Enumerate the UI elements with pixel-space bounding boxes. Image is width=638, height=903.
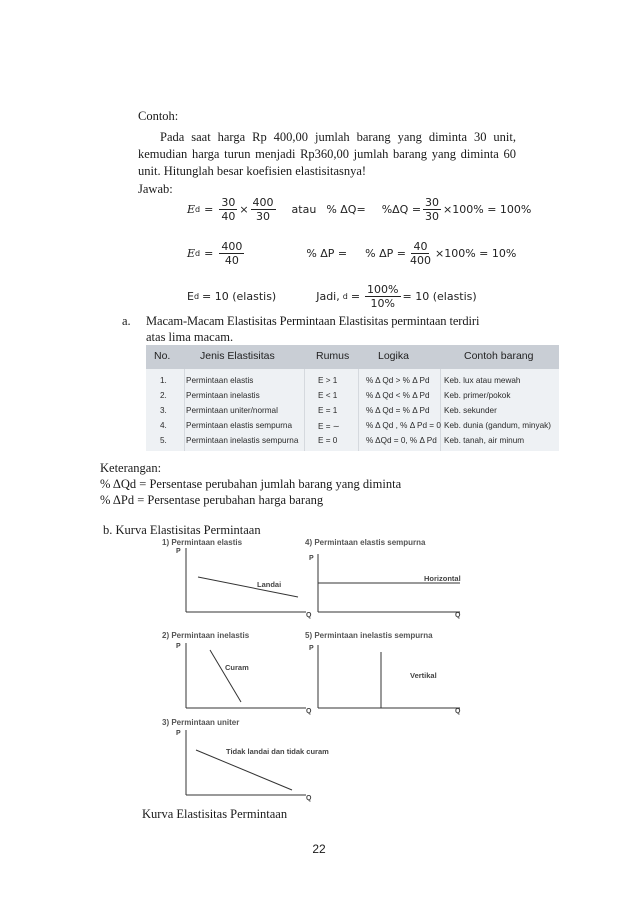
eq-sign: = <box>204 203 214 216</box>
axis-p: P <box>309 555 314 562</box>
frac-num: 40 <box>413 240 428 253</box>
cell-jenis: Permintaan inelastis <box>186 391 260 400</box>
pct-dp-rhs: ×100% = 10% <box>434 247 517 260</box>
section-a-line1: Macam-Macam Elastisitas Permintaan Elastisitas permintaan terdiri <box>146 314 480 328</box>
cell-contoh: Keb. dunia (gandum, minyak) <box>444 421 551 430</box>
axis-p: P <box>176 643 181 650</box>
frac-den: 30 <box>256 210 271 223</box>
header-contoh: Contoh barang <box>464 350 534 362</box>
cell-logika: % Δ Qd = % Δ Pd <box>366 406 430 415</box>
cell-logika: % Δ Qd > % Δ Pd <box>366 376 430 385</box>
cell-jenis: Permintaan elastis <box>186 376 254 385</box>
cell-contoh: Keb. sekunder <box>444 406 497 415</box>
graph3-label: Tidak landai dan tidak curam <box>226 747 329 756</box>
cell-rumus: E = 1 <box>318 406 338 415</box>
axis-p: P <box>176 548 181 555</box>
section-b-title: b. Kurva Elastisitas Permintaan <box>103 523 261 537</box>
graph5-label: Vertikal <box>410 671 437 680</box>
cell-no: 2. <box>160 391 167 400</box>
cell-logika: % Δ Qd < % Δ Pd <box>366 391 430 400</box>
jadi-eq: = <box>350 290 361 303</box>
frac-den: 40 <box>224 254 239 267</box>
cell-contoh: Keb. primer/pokok <box>444 391 511 400</box>
cell-no: 1. <box>160 376 167 385</box>
jadi-sub: d <box>342 292 348 301</box>
cell-rumus: E < 1 <box>318 391 338 400</box>
example-body: Pada saat harga Rp 400,00 jumlah barang yang diminta 30 unit, kemudian harga turun menjadi Rp360,00 jumlah barang yang diminta 60 unit. Hitunglah besar koefisien elastisitasnya! <box>138 130 516 178</box>
cell-jenis: Permintaan elastis sempurna <box>186 421 293 430</box>
ed-symbol: E <box>187 247 196 260</box>
legend-line1: % ΔQd = Persentase perubahan jumlah barang yang diminta <box>100 477 402 491</box>
jadi-rest: = 10 (elastis) <box>402 290 477 303</box>
header-no: No. <box>154 350 171 362</box>
graph2-title: 2) Permintaan inelastis <box>162 631 250 640</box>
graph1-title: 1) Permintaan elastis <box>162 538 243 547</box>
figure-caption: Kurva Elastisitas Permintaan <box>142 807 288 821</box>
axis-q: Q <box>306 795 312 802</box>
section-a-marker: a. <box>122 314 131 328</box>
cell-contoh: Keb. lux atau mewah <box>444 376 521 385</box>
ed-sub: d <box>195 205 201 214</box>
example-heading: Contoh: <box>138 109 179 123</box>
frac-den: 40 <box>221 210 236 223</box>
axis-q: Q <box>306 612 312 619</box>
pct-dq-lhs: %ΔQ = <box>381 203 422 216</box>
times-sign: × <box>239 203 249 216</box>
graph5-title: 5) Permintaan inelastis sempurna <box>305 631 433 640</box>
graph2-label: Curam <box>225 663 249 672</box>
section-a-line2: atas lima macam. <box>146 330 234 344</box>
pct-dq-label: % ΔQ= <box>326 203 366 216</box>
ed-symbol: E <box>187 203 196 216</box>
page-number: 22 <box>312 842 326 856</box>
cell-no: 4. <box>160 421 167 430</box>
legend-line2: % ΔPd = Persentase perubahan harga barang <box>100 493 324 507</box>
header-rumus: Rumus <box>316 350 350 362</box>
cell-logika: % ΔQd = 0, % Δ Pd <box>366 436 437 445</box>
pct-dq-rhs: ×100% = 100% <box>443 203 532 216</box>
cell-no: 3. <box>160 406 167 415</box>
result-sub: d <box>193 292 200 301</box>
answer-label: Jawab: <box>138 182 173 196</box>
result-rest: = 10 (elastis) <box>202 290 277 303</box>
header-jenis: Jenis Elastisitas <box>200 350 275 362</box>
header-logika: Logika <box>378 350 409 362</box>
eq-sign: = <box>204 247 214 260</box>
frac-den: 400 <box>409 254 431 267</box>
graph3-title: 3) Permintaan uniter <box>162 718 240 727</box>
frac-den: 10% <box>370 297 395 310</box>
cell-contoh: Keb. tanah, air minum <box>444 436 525 445</box>
cell-rumus: E = 0 <box>318 436 338 445</box>
frac-num: 400 <box>221 240 243 253</box>
axis-p: P <box>176 730 181 737</box>
axis-q: Q <box>306 708 312 715</box>
graph4-label: Horizontal <box>424 574 461 583</box>
frac-num: 400 <box>252 196 274 209</box>
result-e: E <box>187 290 194 303</box>
pct-dp-label: % ΔP = <box>306 247 348 260</box>
cell-rumus: E = ∼ <box>318 422 340 431</box>
axis-p: P <box>309 645 314 652</box>
graph4-title: 4) Permintaan elastis sempurna <box>305 538 426 547</box>
cell-jenis: Permintaan inelastis sempurna <box>186 436 299 445</box>
frac-num: 30 <box>221 196 236 209</box>
demand-curve-elastic <box>198 577 298 597</box>
jadi-text: Jadi, <box>316 290 340 303</box>
cell-no: 5. <box>160 436 167 445</box>
axis-q: Q <box>455 708 461 715</box>
frac-den: 30 <box>425 210 440 223</box>
demand-curve-inelastic <box>210 650 241 702</box>
demand-curve-unitary <box>196 750 292 790</box>
atau-text: atau <box>291 203 317 216</box>
cell-logika: % Δ Qd , % Δ Pd = 0 <box>366 421 441 430</box>
pct-dp-lhs: % ΔP = <box>365 247 406 260</box>
frac-num: 100% <box>367 283 399 296</box>
frac-num: 30 <box>425 196 440 209</box>
legend-title: Keterangan: <box>100 461 162 475</box>
graph1-label: Landai <box>257 580 282 589</box>
cell-rumus: E > 1 <box>318 376 338 385</box>
cell-jenis: Permintaan uniter/normal <box>186 406 278 415</box>
axis-q: Q <box>455 612 461 619</box>
ed-sub: d <box>195 249 201 258</box>
